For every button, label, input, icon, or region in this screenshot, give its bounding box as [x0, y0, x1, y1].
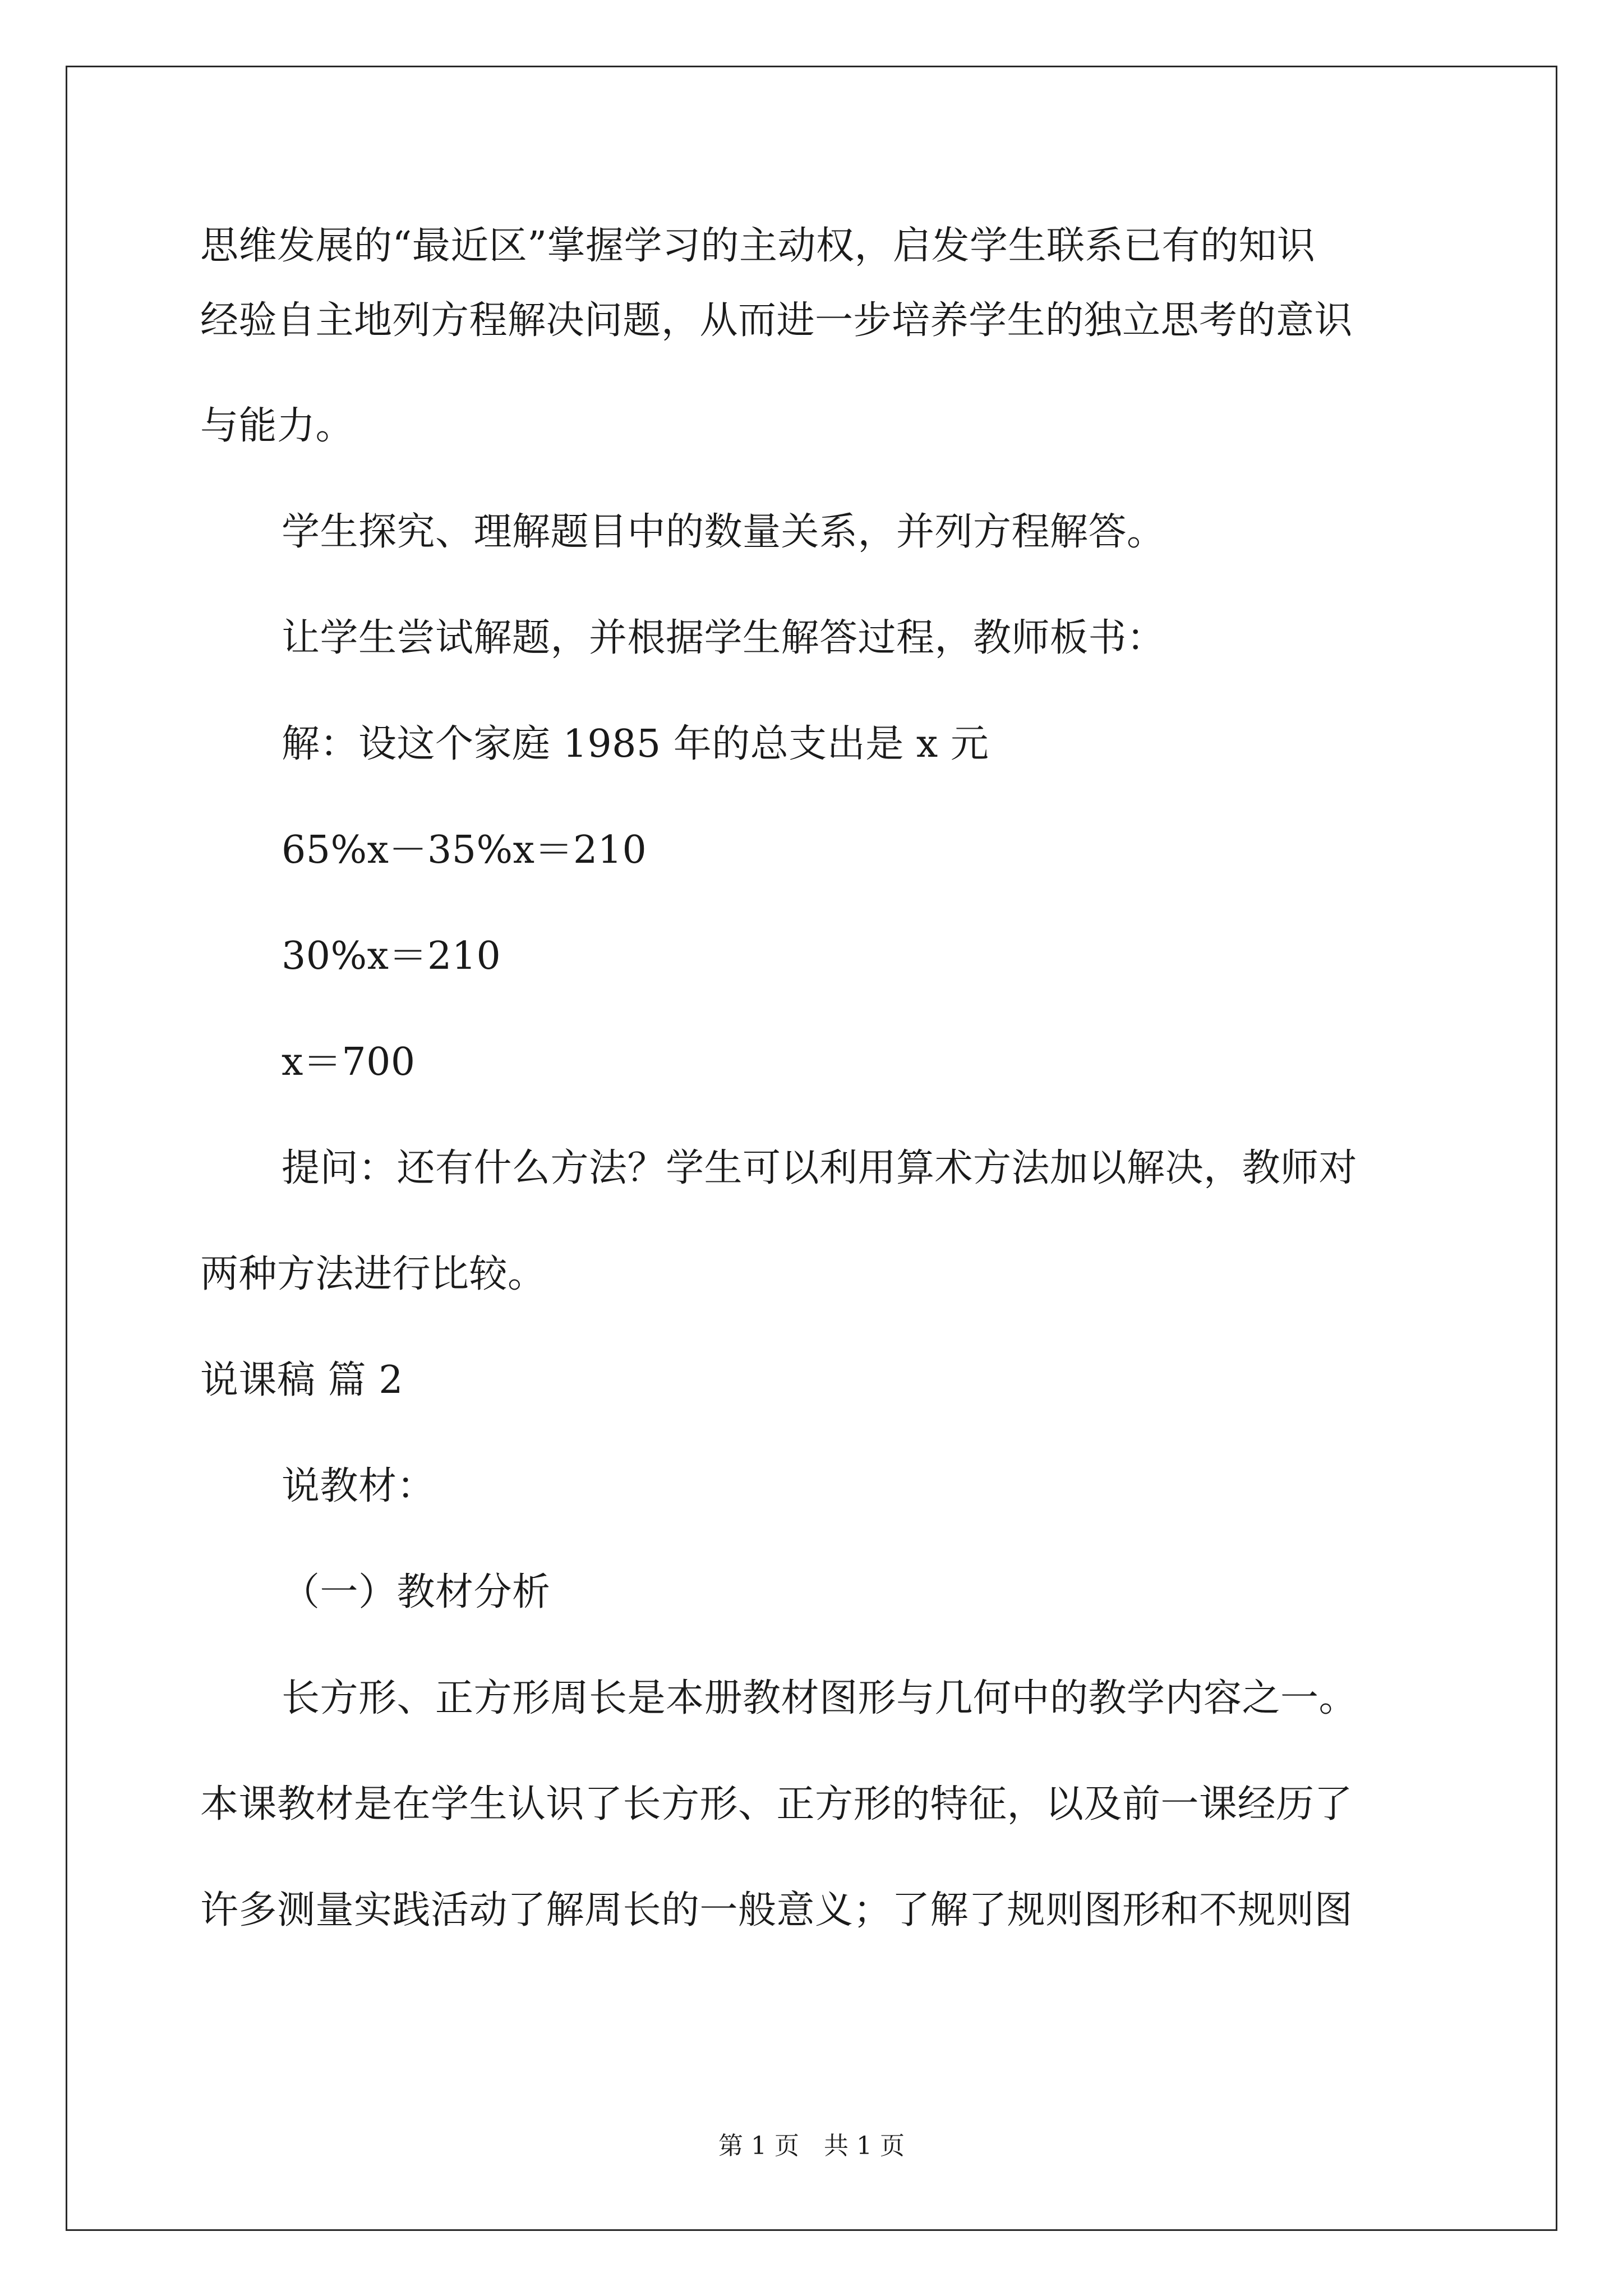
paragraph-line: 许多测量实践活动了解周长的一般意义；了解了规则图形和不规则图: [200, 1888, 1353, 1932]
equation-line: 30%x＝210: [282, 934, 501, 978]
paragraph-line: 让学生尝试解题，并根据学生解答过程，教师板书：: [282, 616, 1165, 660]
paragraph-line: 经验自主地列方程解决问题，从而进一步培养学生的独立思考的意识: [200, 298, 1353, 343]
paragraph-line: 学生探究、理解题目中的数量关系，并列方程解答。: [282, 510, 1165, 554]
subheading: 说教材：: [282, 1464, 436, 1508]
paragraph-line: 长方形、正方形周长是本册教材图形与几何中的教学内容之一。: [282, 1676, 1358, 1720]
section-heading: 说课稿 篇 2: [200, 1358, 403, 1402]
solution-line: 解：设这个家庭 1985 年的总支出是 x 元: [282, 722, 989, 766]
page-footer: 第 1 页 共 1 页: [718, 2132, 905, 2160]
equation-line: 65%x－35%x＝210: [282, 828, 647, 872]
paragraph-line: 思维发展的“最近区”掌握学习的主动权，启发学生联系已有的知识: [200, 224, 1316, 268]
paragraph-line: 两种方法进行比较。: [200, 1252, 546, 1296]
subheading: （一）教材分析: [282, 1570, 551, 1614]
paragraph-line: 本课教材是在学生认识了长方形、正方形的特征，以及前一课经历了: [200, 1782, 1353, 1826]
paragraph-line: 与能力。: [200, 404, 354, 448]
equation-line: x＝700: [282, 1040, 416, 1084]
paragraph-line: 提问：还有什么方法？学生可以利用算术方法加以解决，教师对: [282, 1146, 1358, 1190]
